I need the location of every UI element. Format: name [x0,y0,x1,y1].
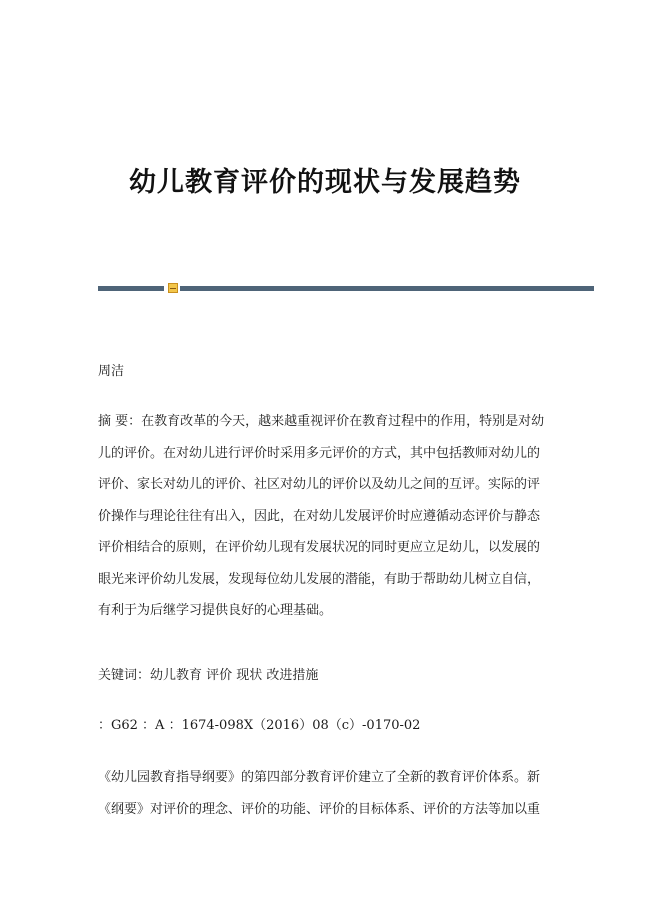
abstract-line: 有利于为后继学习提供良好的心理基础。 [98,603,333,618]
abstract-line: 眼光来评价幼儿发展，发现每位幼儿发展的潜能，有助于帮助幼儿树立自信， [98,571,541,587]
classification-code: ：G62 ：A ：1674-098X（2016）08（c）-0170-02 [98,718,421,733]
abstract [98,406,550,627]
author-name: 周洁 [98,364,125,379]
body-line: 《幼儿园教育指导纲要》的第四部分教育评价建立了全新的教育评价体系。新 [98,770,541,785]
abstract-line: 儿的评价。在对幼儿进行评价时采用多元评价的方式，其中包括教师对幼儿的 [98,445,541,461]
divider-bar-left [98,286,164,291]
keywords: 关键词：幼儿教育 评价 现状 改进措施 [98,668,319,683]
body-line: 《纲要》对评价的理念、评价的功能、评价的目标体系、评价的方法等加以重 [98,801,541,817]
abstract-line: 摘 要：在教育改革的今天，越来越重视评价在教育过程中的作用，特别是对幼 [98,414,545,429]
abstract-line: 评价、家长对幼儿的评价、社区对幼儿的评价以及幼儿之间的互评。实际的评 [98,477,541,492]
divider-badge-icon [168,283,178,293]
title-divider [98,283,594,293]
paper-title: 幼儿教育评价的现状与发展趋势 [129,167,521,198]
body-paragraph [98,762,550,825]
abstract-line: 价操作与理论往往有出入，因此，在对幼儿发展评价时应遵循动态评价与静态 [98,508,541,524]
divider-bar-right [180,286,594,291]
abstract-line: 评价相结合的原则，在评价幼儿现有发展状况的同时更应立足幼儿，以发展的 [98,540,541,555]
